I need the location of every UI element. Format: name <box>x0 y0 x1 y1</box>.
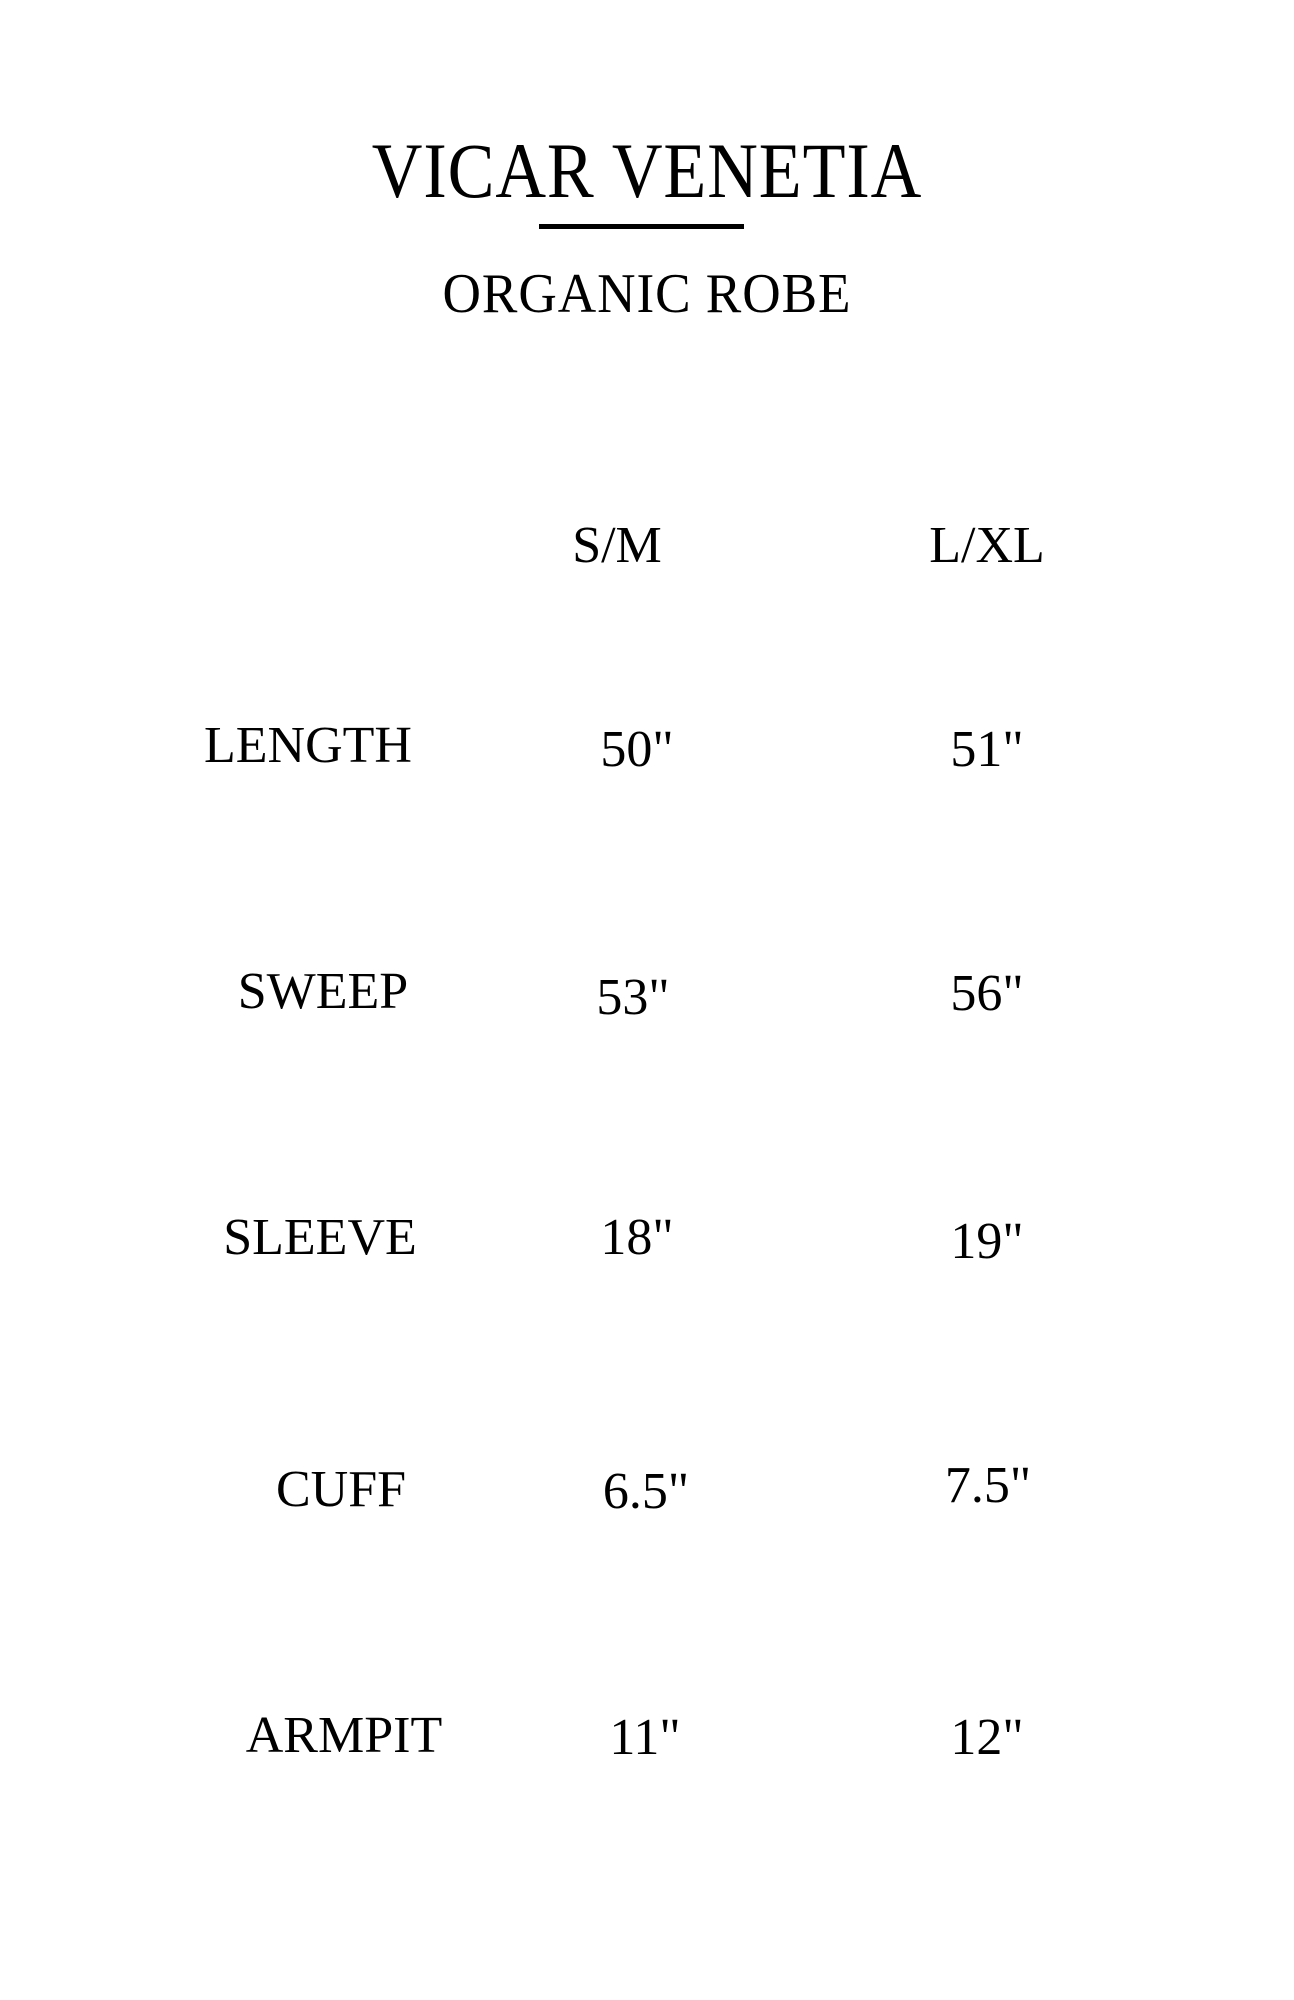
value-cuff-lxl: 7.5" <box>944 1457 1032 1514</box>
value-sleeve-sm: 18" <box>600 1209 674 1266</box>
row-label-sweep: SWEEP <box>237 963 409 1020</box>
value-length-sm: 50" <box>600 721 674 778</box>
brand-title: VICAR VENETIA <box>371 127 923 214</box>
row-label-cuff: CUFF <box>275 1461 407 1518</box>
value-armpit-lxl: 12" <box>950 1709 1024 1766</box>
product-subtitle: ORGANIC ROBE <box>442 263 852 325</box>
column-header-lxl: L/XL <box>929 517 1045 574</box>
row-label-sleeve: SLEEVE <box>223 1209 417 1266</box>
value-sweep-sm: 53" <box>596 969 670 1026</box>
value-length-lxl: 51" <box>950 721 1024 778</box>
row-label-armpit: ARMPIT <box>245 1707 443 1764</box>
value-cuff-sm: 6.5" <box>602 1463 690 1520</box>
value-armpit-sm: 11" <box>609 1709 681 1766</box>
title-divider <box>539 224 744 229</box>
row-label-length: LENGTH <box>204 717 412 774</box>
value-sweep-lxl: 56" <box>950 965 1024 1022</box>
value-sleeve-lxl: 19" <box>950 1213 1024 1270</box>
column-header-sm: S/M <box>572 517 662 574</box>
